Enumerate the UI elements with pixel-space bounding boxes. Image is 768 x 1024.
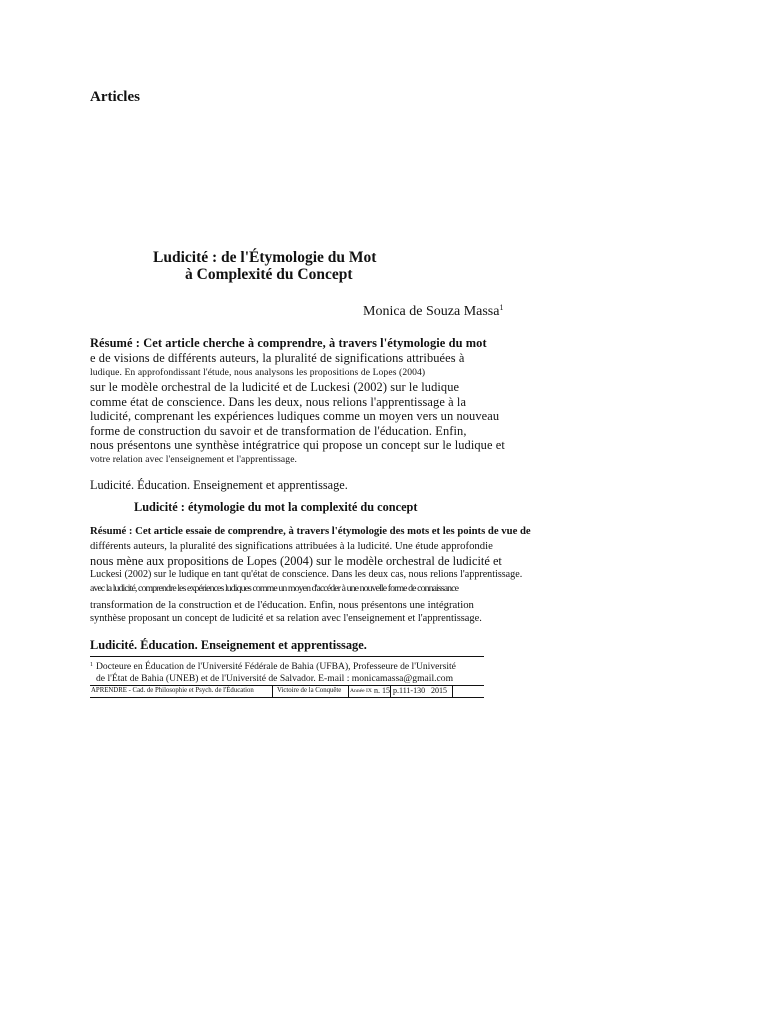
article-title-line-2: à Complexité du Concept <box>185 266 353 283</box>
abstract-line: sur le modèle orchestral de la ludicité et de Luckesi (2002) sur le ludique <box>90 380 460 394</box>
abstract-line: nous présentons une synthèse intégratrice qui propose un concept sur le ludique et <box>90 438 505 452</box>
footnote-text-1: Docteure en Éducation de l'Université Fédérale de Bahia (UFBA), Professeure de l'Université <box>96 661 456 672</box>
abstract-line: e de visions de différents auteurs, la pluralité de significations attribuées à <box>90 351 465 365</box>
footer-separator <box>452 686 453 697</box>
section-heading: Articles <box>90 89 140 105</box>
abstract2-line: synthèse proposant un concept de ludicité et sa relation avec l'enseignement et l'apprentissage. <box>90 613 482 624</box>
author-footnote-mark: 1 <box>499 303 504 312</box>
author-name <box>363 303 503 320</box>
footer-separator <box>348 686 349 697</box>
abstract2-line: nous mène aux propositions de Lopes (2004) sur le modèle orchestral de ludicité et <box>90 554 502 568</box>
footnote-line-1 <box>90 661 456 672</box>
footer-city: Victoire de la Conquête <box>277 687 342 694</box>
keywords: Ludicité. Éducation. Enseignement et apprentissage. <box>90 478 348 492</box>
footnote-rule <box>90 656 484 657</box>
abstract-line: ludicité, comprenant les expériences ludiques comme un moyen vers un nouveau <box>90 409 500 423</box>
abstract2-line: avec la ludicité, comprendre les expériences ludiques comme un moyen d'accéder à une nouvelle forme de connaissance <box>90 583 459 594</box>
abstract2-line: Résumé : Cet article essaie de comprendre, à travers l'étymologie des mots et les points de vue de <box>90 525 531 537</box>
keywords-2: Ludicité. Éducation. Enseignement et apprentissage. <box>90 638 367 652</box>
footer-separator <box>272 686 273 697</box>
article-title-line-1: Ludicité : de l'Étymologie du Mot <box>153 249 377 266</box>
footer-pages: p.111-130 <box>393 686 426 695</box>
abstract-line: comme état de conscience. Dans les deux, nous relions l'apprentissage à la <box>90 395 467 409</box>
footer-year: 2015 <box>431 686 447 695</box>
footnote-mark: 1 <box>90 662 93 668</box>
abstract-line: forme de construction du savoir et de transformation de l'éducation. Enfin, <box>90 424 467 438</box>
article-title-2: Ludicité : étymologie du mot la complexité du concept <box>134 500 418 514</box>
footer-series: Année IX <box>350 688 372 694</box>
footnote-line-2: de l'État de Bahia (UNEB) et de l'Université de Salvador. E-mail : monicamassa@gmail.com <box>96 673 454 684</box>
abstract2-line: Luckesi (2002) sur le ludique en tant qu'état de conscience. Dans les deux cas, nous relions l'apprentissage. <box>90 569 523 580</box>
footer-journal: APRENDRE - Cad. de Philosophie et Psych. de l'Éducation <box>91 687 254 694</box>
abstract-line: ludique. En approfondissant l'étude, nous analysons les propositions de Lopes (2004) <box>90 367 426 378</box>
abstract2-line: transformation de la construction et de l'éducation. Enfin, nous présentons une intégration <box>90 599 474 611</box>
footer-separator <box>390 686 391 697</box>
abstract-line: Résumé : Cet article cherche à comprendre, à travers l'étymologie du mot <box>90 336 487 350</box>
author-text: Monica de Souza Massa <box>363 304 500 319</box>
page-footer <box>90 685 484 698</box>
abstract2-line: différents auteurs, la pluralité des significations attribuées à la ludicité. Une étude approfondie <box>90 540 493 552</box>
footer-number: n. 15 <box>374 686 390 695</box>
abstract-line: votre relation avec l'enseignement et l'apprentissage. <box>90 454 298 465</box>
